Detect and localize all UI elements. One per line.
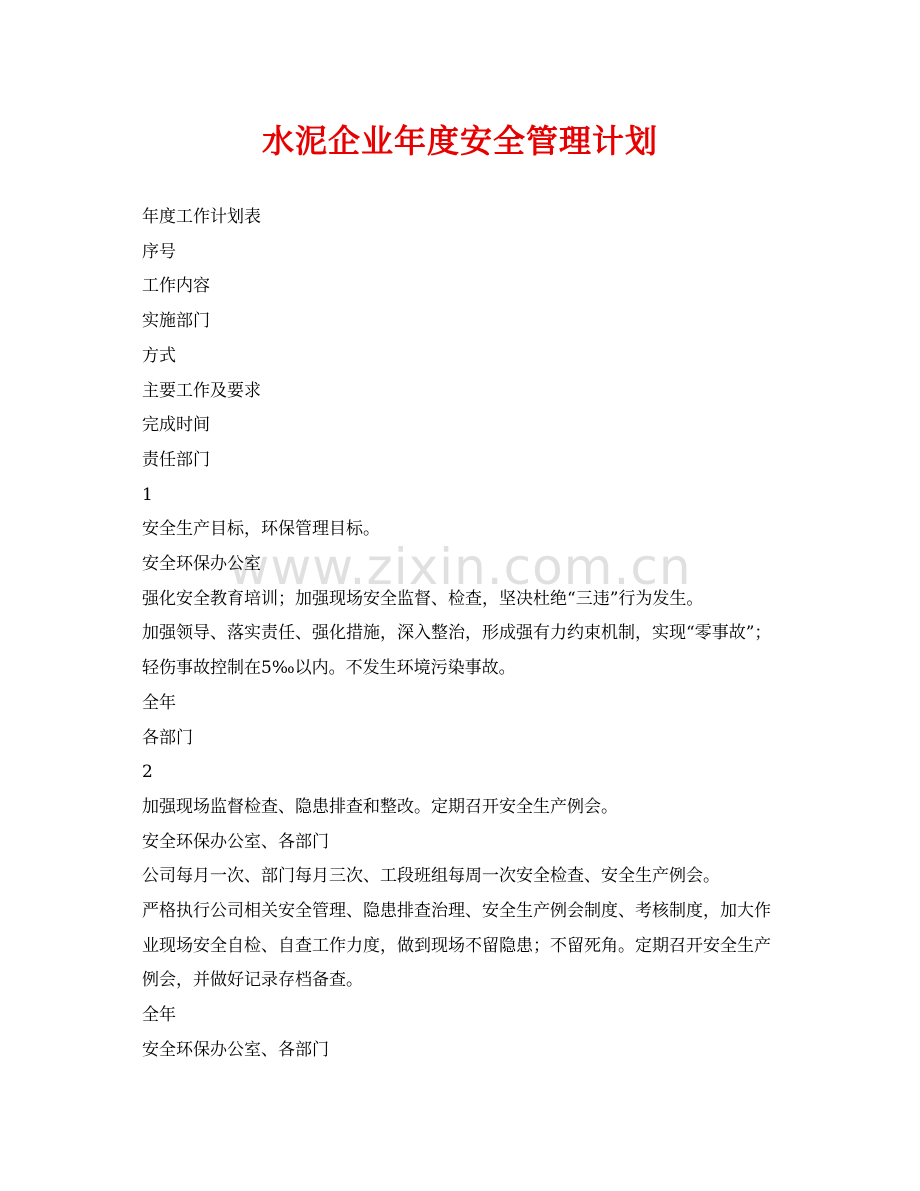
document-title: 水泥企业年度安全管理计划 (261, 122, 658, 160)
row-1-number: 1 (142, 484, 153, 505)
column-header-completion-time: 完成时间 (142, 415, 210, 436)
watermark: www.zixin.com.cn (228, 538, 692, 596)
column-header-responsible-dept: 责任部门 (142, 449, 210, 470)
column-header-method: 方式 (142, 345, 176, 366)
column-header-requirements: 主要工作及要求 (142, 380, 261, 401)
row-2-completion-time: 全年 (142, 1005, 176, 1026)
row-2-number: 2 (142, 762, 153, 783)
row-1-work-content: 安全生产目标，环保管理目标。 (142, 519, 380, 540)
row-2-work-content: 加强现场监督检查、隐患排查和整改。定期召开安全生产例会。 (142, 796, 618, 817)
column-header-implementing-dept: 实施部门 (142, 311, 210, 332)
document-body (142, 200, 782, 1068)
column-header-number: 序号 (142, 241, 176, 262)
row-2-requirements: 严格执行公司相关安全管理、隐患排查治理、安全生产例会制度、考核制度，加大作业现场安全自检、自查工作力度，做到现场不留隐患；不留死角。定期召开安全生产例会，并做好记录存档备查。 (142, 901, 771, 991)
row-2-implementing-dept: 安全环保办公室、各部门 (142, 831, 329, 852)
row-2-method: 公司每月一次、部门每月三次、工段班组每周一次安全检查、安全生产例会。 (142, 866, 720, 887)
row-1-requirements: 加强领导、落实责任、强化措施，深入整治，形成强有力约束机制，实现“零事故”；轻伤事故控制在5‰以内。不发生环境污染事故。 (142, 623, 772, 679)
plan-table-heading: 年度工作计划表 (142, 207, 261, 227)
row-1-responsible-dept: 各部门 (142, 727, 193, 748)
row-1-method: 强化安全教育培训；加强现场安全监督、检查，坚决杜绝“三违”行为发生。 (142, 588, 704, 609)
row-1-implementing-dept: 安全环保办公室 (142, 554, 261, 575)
column-header-work-content: 工作内容 (142, 276, 210, 297)
row-1-completion-time: 全年 (142, 692, 176, 713)
row-2-responsible-dept: 安全环保办公室、各部门 (142, 1039, 329, 1060)
